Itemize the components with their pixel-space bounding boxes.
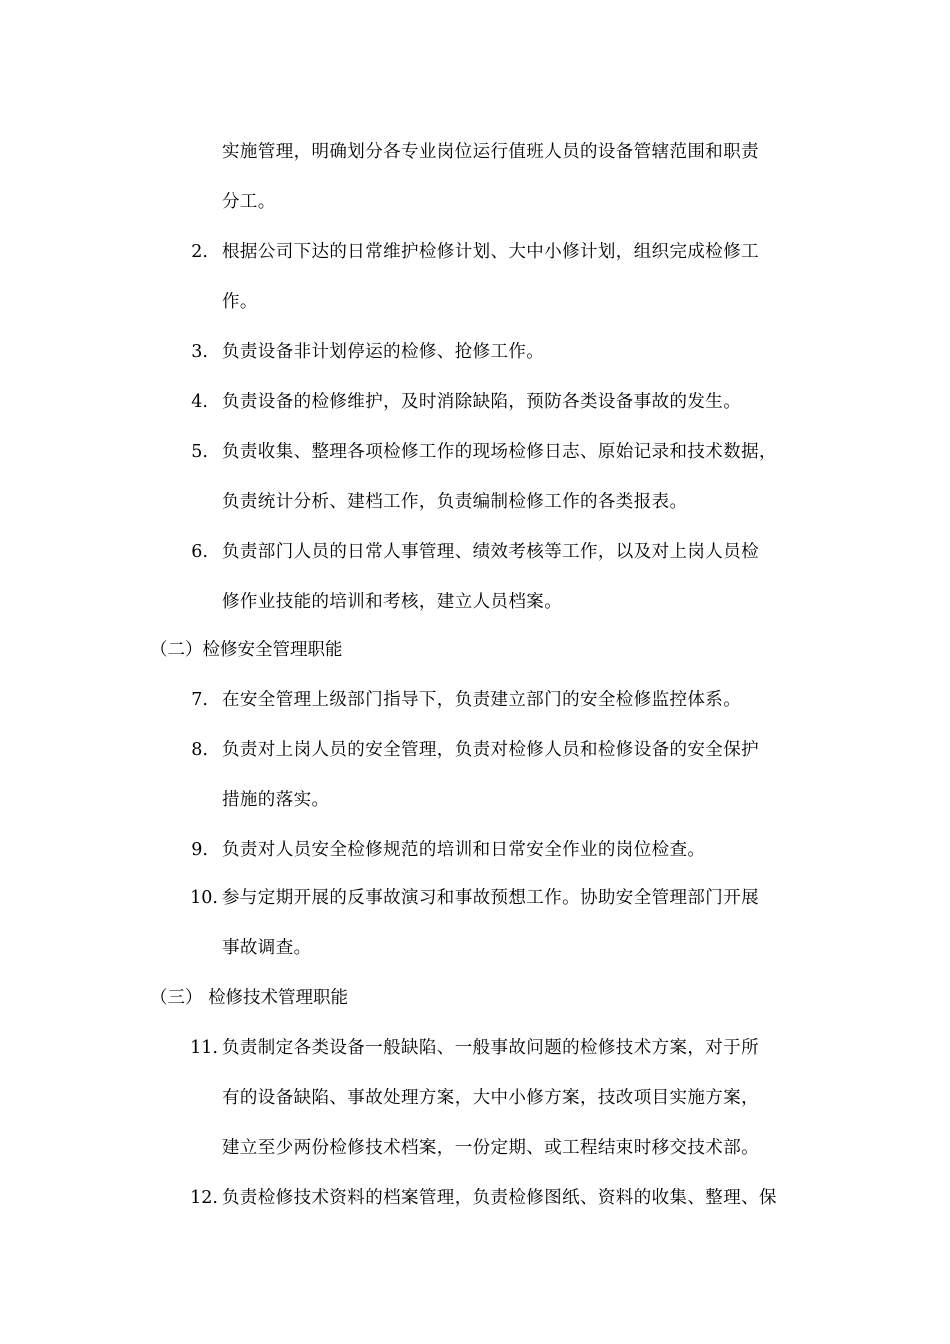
item-6-line-2: 修作业技能的培训和考核，建立人员档案。 [222,592,563,612]
section-heading-safety: （二）检修安全管理职能 [150,640,343,660]
item-8-line-1: 负责对上岗人员的安全管理，负责对检修人员和检修设备的安全保护 [222,740,759,760]
item-12-number: 12. [190,1188,218,1208]
item-9-line-1: 负责对人员安全检修规范的培训和日常安全作业的岗位检查。 [222,840,706,860]
item-12-line-1: 负责检修技术资料的档案管理，负责检修图纸、资料的收集、整理、保 [222,1188,777,1208]
item-6-line-1: 负责部门人员的日常人事管理、绩效考核等工作，以及对上岗人员检 [222,542,759,562]
item-1-line-1: 实施管理，明确划分各专业岗位运行值班人员的设备管辖范围和职责 [222,142,759,162]
item-10-line-1: 参与定期开展的反事故演习和事故预想工作。协助安全管理部门开展 [222,888,759,908]
item-3-line-1: 负责设备非计划停运的检修、抢修工作。 [222,342,545,362]
item-7-line-1: 在安全管理上级部门指导下，负责建立部门的安全检修监控体系。 [222,690,742,710]
item-8-number: 8. [191,740,208,760]
item-4-number: 4. [191,392,208,412]
item-11-number: 11. [190,1038,218,1058]
item-10-line-2: 事故调查。 [222,938,312,958]
item-2-line-1: 根据公司下达的日常维护检修计划、大中小修计划，组织完成检修工 [222,242,759,262]
item-8-line-2: 措施的落实。 [222,790,330,810]
item-5-line-1: 负责收集、整理各项检修工作的现场检修日志、原始记录和技术数据， [222,442,777,462]
item-1-line-2: 分工。 [222,192,276,212]
item-11-line-3: 建立至少两份检修技术档案，一份定期、或工程结束时移交技术部。 [222,1138,759,1158]
item-6-number: 6. [191,542,208,562]
item-3-number: 3. [191,342,208,362]
item-11-line-2: 有的设备缺陷、事故处理方案，大中小修方案，技改项目实施方案， [222,1088,759,1108]
item-9-number: 9. [191,840,208,860]
item-4-line-1: 负责设备的检修维护，及时消除缺陷，预防各类设备事故的发生。 [222,392,742,412]
item-5-line-2: 负责统计分析、建档工作，负责编制检修工作的各类报表。 [222,492,688,512]
item-7-number: 7. [191,690,208,710]
item-5-number: 5. [191,442,208,462]
item-11-line-1: 负责制定各类设备一般缺陷、一般事故问题的检修技术方案，对于所 [222,1038,759,1058]
item-2-line-2: 作。 [222,292,258,312]
item-2-number: 2. [191,242,208,262]
section-heading-technical: （三） 检修技术管理职能 [150,988,349,1008]
item-10-number: 10. [190,888,218,908]
